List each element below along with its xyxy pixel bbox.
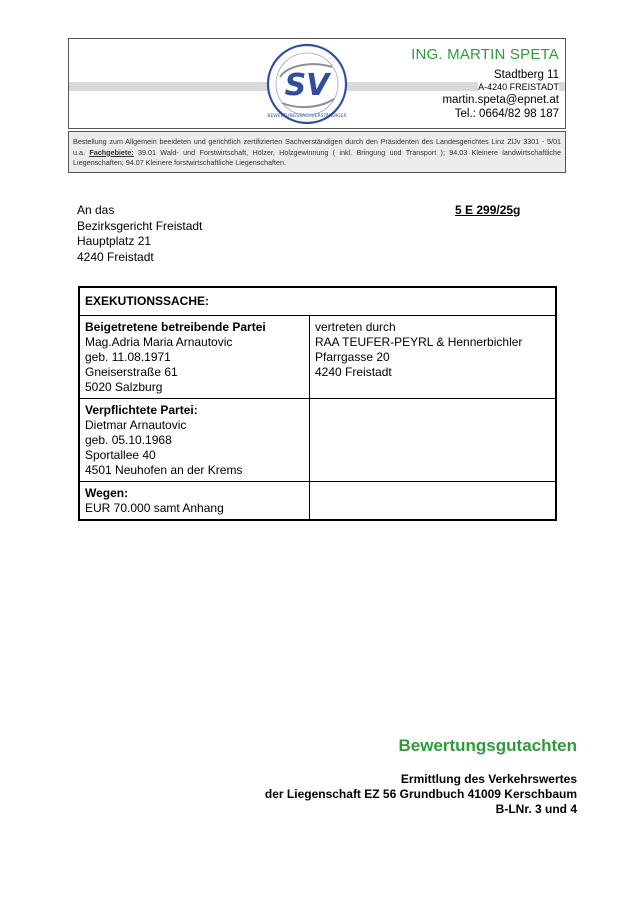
report-title: Bewertungsgutachten — [398, 736, 577, 755]
sv-logo — [266, 43, 348, 125]
creditor-street: Gneiserstraße 61 — [85, 365, 178, 379]
creditor-label: Beigetretene betreibende Partei — [85, 320, 266, 334]
debtor-label: Verpflichtete Partei: — [85, 403, 198, 417]
claim-cell — [79, 482, 310, 521]
logo-letters: SV — [284, 68, 330, 103]
recipient-address — [77, 203, 202, 265]
empty-cell — [310, 399, 557, 482]
creditor-cell — [79, 316, 310, 399]
table-row — [79, 482, 556, 521]
report-subtitle: Ermittlung des Verkehrswertes — [400, 772, 577, 786]
debtor-street: Sportallee 40 — [85, 448, 156, 462]
certification-note — [68, 131, 566, 173]
recipient-city: 4240 Freistadt — [77, 249, 154, 264]
certification-text: Bestellung zum Allgemein beeideten und gerichtlich zertifizierten Sachverständigen durch den Präsidenten des Landesgerichtes Linz ZlJv 3301 - 5/01 u.a. — [73, 137, 561, 157]
expert-phone: Tel.: 0664/82 98 187 — [454, 108, 559, 120]
debtor-city: 4501 Neuhofen an der Krems — [85, 463, 243, 477]
claim-amount: EUR 70.000 samt Anhang — [85, 501, 224, 515]
representation-cell — [310, 316, 557, 399]
report-plots: B-LNr. 3 und 4 — [495, 802, 577, 816]
expert-email[interactable]: martin.speta@epnet.at — [442, 94, 559, 106]
fields-text: 39.01 Wald- und Forstwirtschaft, Hölzer, Holzgewinnung ( inkl. Bringung und Transport ); 94.03 Kleinere landwirtschaftliche Liegenschaften; 94.07 Kleinere forstwirtschaftliche Liegenschaften. — [73, 147, 561, 167]
creditor-born: geb. 11.08.1971 — [85, 350, 171, 364]
representation-label: vertreten durch — [315, 320, 396, 334]
report-property: der Liegenschaft EZ 56 Grundbuch 41009 Kerschbaum — [264, 787, 577, 801]
recipient-street: Hauptplatz 21 — [77, 234, 152, 248]
fields-label: Fachgebiete: — [89, 147, 134, 157]
table-row — [79, 399, 556, 482]
debtor-born: geb. 05.10.1968 — [85, 433, 172, 447]
representation-firm: RAA TEUFER-PEYRL & Hennerbichler — [315, 335, 523, 349]
expert-name: ING. MARTIN SPETA — [411, 46, 559, 63]
debtor-name: Dietmar Arnautovic — [85, 418, 187, 432]
expert-city: A-4240 FREISTADT — [478, 82, 559, 92]
execution-table — [78, 286, 557, 521]
claim-label: Wegen: — [85, 486, 129, 500]
logo-caption: BEWERTUNGSSACHVERSTÄNDIGER — [267, 114, 347, 119]
case-number: 5 E 299/25g — [455, 203, 521, 217]
debtor-cell — [79, 399, 310, 482]
execution-heading: EXEKUTIONSSACHE: — [79, 287, 556, 316]
recipient-court: Bezirksgericht Freistadt — [77, 218, 203, 233]
table-row — [79, 287, 556, 316]
creditor-name: Mag.Adria Maria Arnautovic — [85, 335, 233, 349]
expert-street: Stadtberg 11 — [493, 69, 559, 81]
representation-city: 4240 Freistadt — [315, 365, 392, 379]
creditor-city: 5020 Salzburg — [85, 380, 163, 394]
table-row — [79, 316, 556, 399]
letterhead — [68, 38, 566, 129]
recipient-line: An das — [77, 203, 115, 217]
empty-cell — [310, 482, 557, 521]
representation-street: Pfarrgasse 20 — [315, 350, 390, 364]
